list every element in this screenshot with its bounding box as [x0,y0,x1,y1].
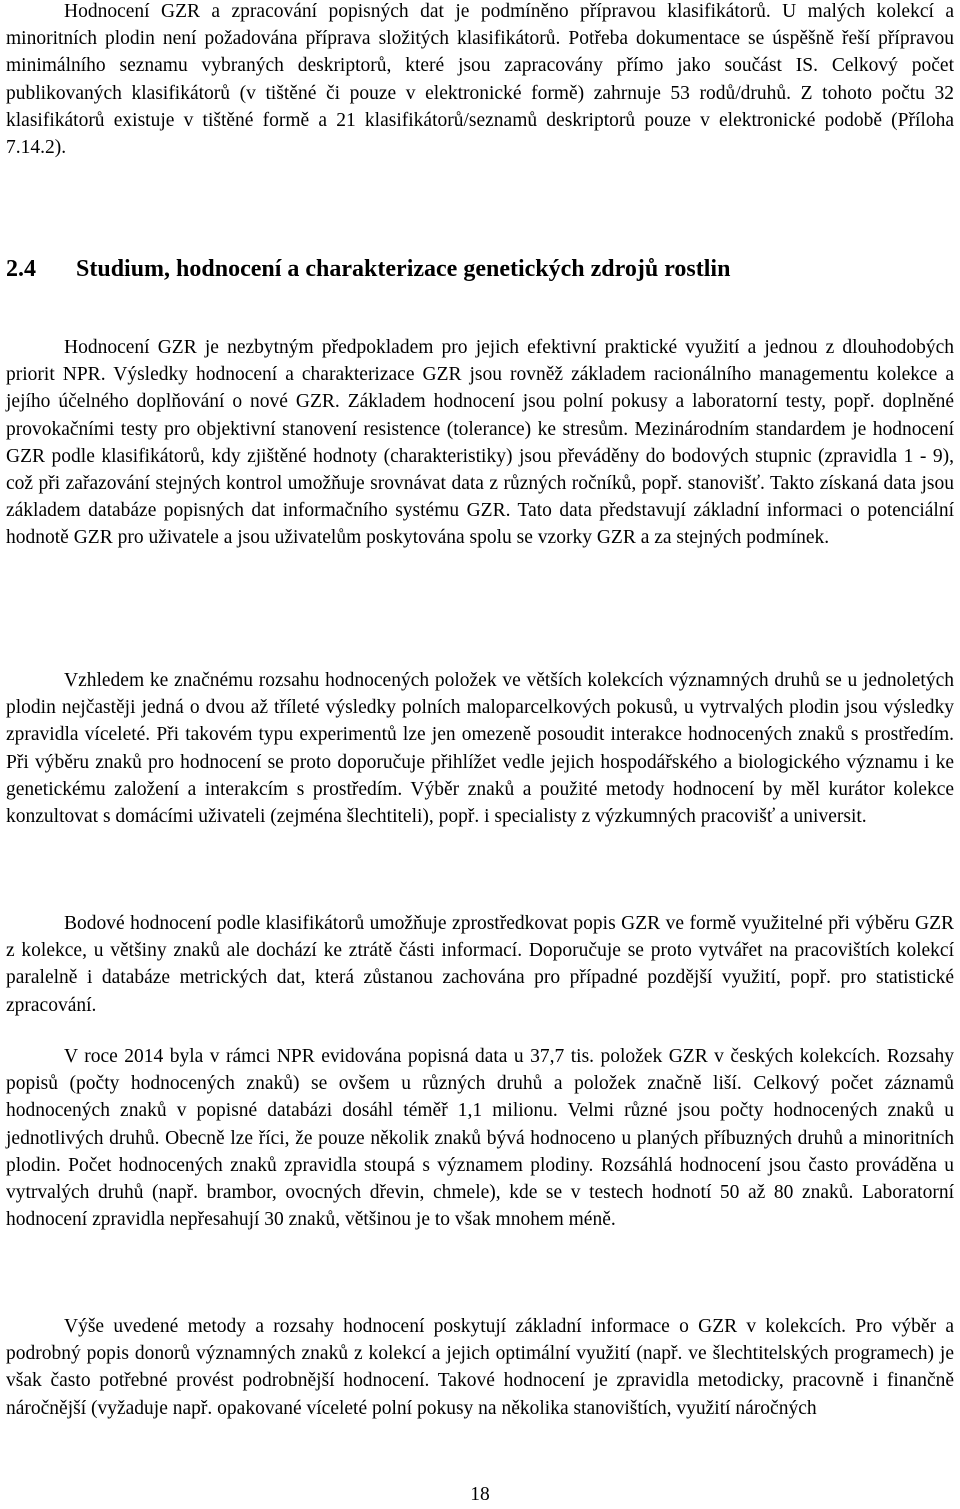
body-paragraph: Hodnocení GZR je nezbytným předpokladem pro jejich efektivní praktické využití a jednou z dlouhodobých priorit NPR. Výsledky hodnocení a charakterizace GZR jsou rovněž základem racionálního managementu kolekce a jejího účelného doplňování o nové GZR. Základem hodnocení jsou polní pokusy a laboratorní testy, popř. doplněné provokačními testy pro objektivní stanovení resistence (tolerance) ke stresům. Mezinárodním standardem je hodnocení GZR podle klasifikátorů, kdy zjištěné hodnoty (charakteristiky) jsou převáděny do bodových stupnic (zpravidla 1 - 9), což při zařazování stejných kontrol umožňuje srovnávat data z různých ročníků, popř. stanovišť. Takto získaná data jsou základem databáze popisných dat informačního systému GZR. Tato data představují základní informaci o potenciální hodnotě GZR pro uživatele a jsou uživatelům poskytována spolu se vzorky GZR a za stejných podmínek. [6,337,954,549]
section-heading [6,254,730,284]
body-paragraph: V roce 2014 byla v rámci NPR evidována popisná data u 37,7 tis. položek GZR v českých kolekcích. Rozsahy popisů (počty hodnocených znaků) se ovšem u různých druhů a položek značně liší. Celkový počet záznamů hodnocených znaků v popisné databázi dosáhl téměř 1,1 milionu. Velmi různé jsou počty hodnocených znaků u jednotlivých druhů. Obecně lze říci, že pouze několik znaků bývá hodnoceno u planých příbuzných druhů a minoritních plodin. Počet hodnocených znaků zpravidla stoupá s významem plodiny. Rozsáhlá hodnocení jsou často prováděna u vytrvalých druhů (např. brambor, ovocných dřevin, chmele), kde se v testech hodnotí 50 až 80 znaků. Laboratorní hodnocení zpravidla nepřesahují 30 znaků, většinou je to však mnohem méně. [6,1046,954,1231]
section-title: Studium, hodnocení a charakterizace genetických zdrojů rostlin [76,256,731,282]
intro-paragraph [6,0,954,161]
intro-paragraph-main: Hodnocení GZR a zpracování popisných dat je podmíněno přípravou klasifikátorů. U malých kolekcí a minoritních plodin není požadována příprava složitých klasifikátorů. Potřeba dokumentace se úspěšně řeší přípravou minimálního seznamu vybraných deskriptorů, které jsou zapracovány přímo jako součást IS. Celkový počet publikovaných klasifikátorů (v tištěné či pouze v elektronické formě) zahrnuje 53 rodů/druhů. [6,1,954,104]
page-number: 18 [470,1484,490,1505]
section-number: 2.4 [6,256,36,282]
intro-paragraph-end: Z tohoto počtu 32 klasifikátorů existuje v tištěné formě a 21 klasifikátorů/seznamů deskriptorů pouze v elektronické podobě (Příloha 7.14.2). [6,82,954,159]
body-paragraph: Výše uvedené metody a rozsahy hodnocení poskytují základní informace o GZR v kolekcích. Pro výběr a podrobný popis donorů významných znaků z kolekcí a jejich optimální využití (např. ve šlechtitelských programech) je však často potřebné provést podrobnější hodnocení. Takové hodnocení je zpravidla metodicky, pracovně i finančně náročnější (vyžaduje např. opakované víceleté polní pokusy na několika stanovištích, využití náročných [6,1316,954,1419]
body-paragraph: Vzhledem ke značnému rozsahu hodnocených položek ve větších kolekcích významných druhů se u jednoletých plodin nejčastěji jedná o dvou až tříleté výsledky polních maloparcelkových pokusů, u vytrvalých plodin jsou výsledky zpravidla víceleté. Při takovém typu experimentů lze jen omezeně posoudit interakce hodnocených znaků s prostředím. Při výběru znaků pro hodnocení se proto doporučuje přihlížet vedle jejich hospodářského a biologického významu i ke genetickému založení a interakcím s prostředím. Výběr znaků a použité metody hodnocení by měl kurátor kolekce konzultovat s domácími uživateli (zejména šlechtiteli), popř. i specialisty z výzkumných pracovišť a universit. [6,670,954,828]
body-paragraph: Bodové hodnocení podle klasifikátorů umožňuje zprostředkovat popis GZR ve formě využitelné při výběru GZR z kolekce, u většiny znaků ale dochází ke ztrátě části informací. Doporučuje se proto vytvářet na pracovištích kolekcí paralelně i databáze metrických dat, která zůstanou zachována pro případné pozdější využití, popř. pro statistické zpracování. [6,913,954,1016]
